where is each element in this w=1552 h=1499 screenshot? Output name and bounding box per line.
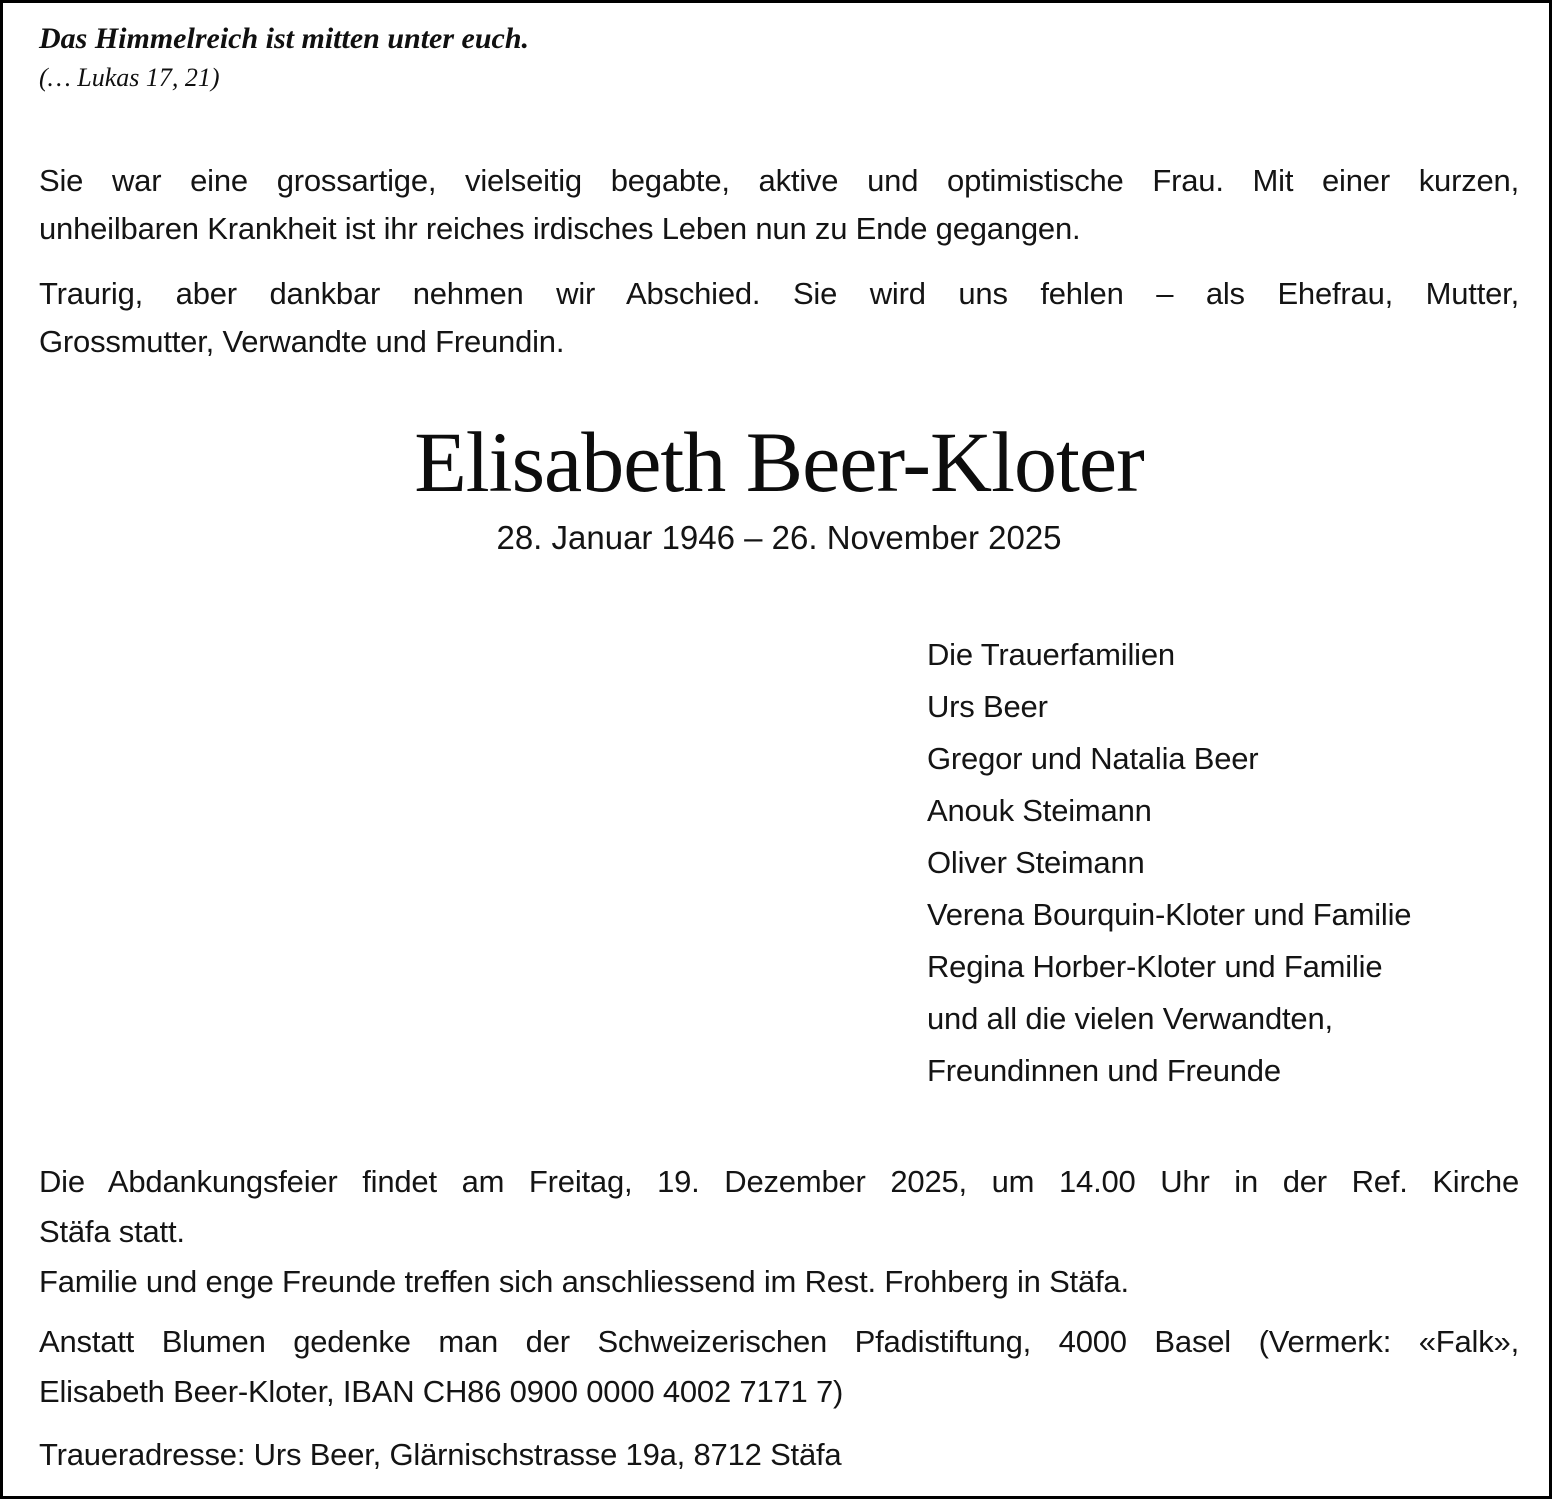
quote-source: (… Lukas 17, 21) [39, 63, 220, 92]
donation-paragraph [39, 1317, 1519, 1417]
service-line: Stäfa statt. [39, 1214, 185, 1249]
mourning-address [39, 1430, 1519, 1480]
address-line: Traueradresse: Urs Beer, Glärnischstrasse 19a, 8712 Stäfa [39, 1437, 842, 1472]
farewell-paragraph [39, 270, 1519, 366]
mourner-line: Regina Horber-Kloter und Familie [927, 949, 1383, 984]
mourners-list [927, 629, 1411, 1097]
farewell-line: Traurig, aber dankbar nehmen wir Abschied. Sie wird uns fehlen – als Ehefrau, Mutter, [39, 276, 1519, 311]
mourner-line: Oliver Steimann [927, 845, 1145, 880]
service-line: Familie und enge Freunde treffen sich anschliessend im Rest. Frohberg in Stäfa. [39, 1264, 1129, 1299]
mourner-line: Freundinnen und Freunde [927, 1053, 1281, 1088]
life-dates: 28. Januar 1946 – 26. November 2025 [496, 519, 1062, 556]
mourner-line: und all die vielen Verwandten, [927, 1001, 1333, 1036]
donation-line: Elisabeth Beer-Kloter, IBAN CH86 0900 0000 4002 7171 7) [39, 1374, 844, 1409]
mourner-line: Die Trauerfamilien [927, 637, 1175, 672]
intro-line: unheilbaren Krankheit ist ihr reiches irdisches Leben nun zu Ende gegangen. [39, 211, 1081, 246]
mourner-line: Gregor und Natalia Beer [927, 741, 1259, 776]
intro-line: Sie war eine grossartige, vielseitig begabte, aktive und optimistische Frau. Mit einer kurzen, [39, 163, 1519, 198]
mourner-line: Urs Beer [927, 689, 1048, 724]
quote-text: Das Himmelreich ist mitten unter euch. [39, 22, 530, 55]
mourner-line: Verena Bourquin-Kloter und Familie [927, 897, 1412, 932]
service-info-paragraph [39, 1157, 1519, 1307]
farewell-line: Grossmutter, Verwandte und Freundin. [39, 324, 565, 359]
mourner-line: Anouk Steimann [927, 793, 1152, 828]
intro-paragraph [39, 157, 1519, 253]
deceased-name: Elisabeth Beer-Kloter [414, 414, 1144, 510]
service-line: Die Abdankungsfeier findet am Freitag, 19. Dezember 2025, um 14.00 Uhr in der Ref. Kirche [39, 1164, 1519, 1199]
donation-line: Anstatt Blumen gedenke man der Schweizerischen Pfadistiftung, 4000 Basel (Vermerk: «Falk», [39, 1324, 1519, 1359]
scripture-quote [39, 19, 529, 97]
